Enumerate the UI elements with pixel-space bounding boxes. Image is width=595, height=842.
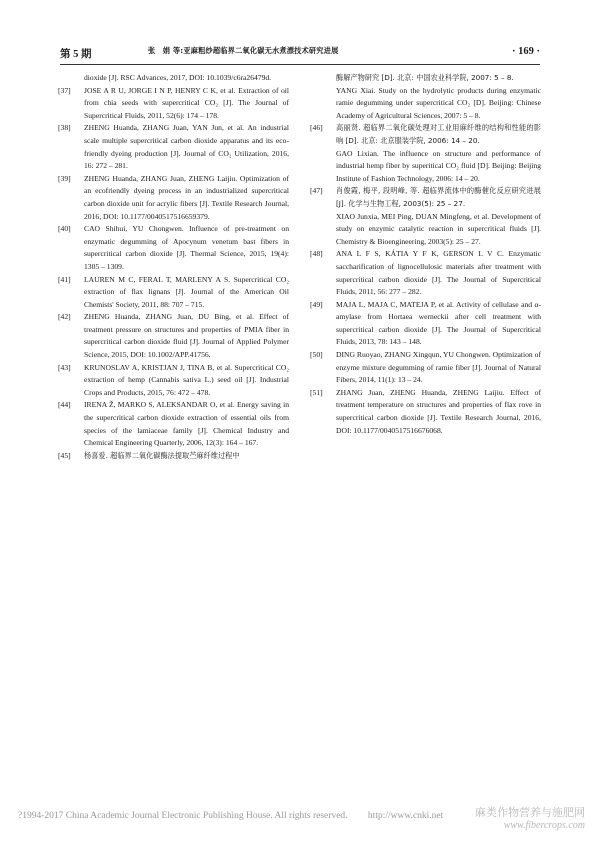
reference-text: 肖俊霞, 梅平, 段明峰, 等. 超临界流体中的酶催化反应研究进展 [J]. 化学与生物工程, 2003(5): 25 – 27. [336,186,541,208]
copyright-text: ?1994-2017 China Academic Journal Electronic Publishing House. All rights reserved. [18,811,348,821]
reference-item [58,85,289,123]
reference-item [58,399,289,449]
reference-text: ZHANG Juan, ZHENG Huanda, ZHENG Laijiu. Effect of treatment temperature on structures and properties of flax rove in supercritical carbon dioxide [J]. Textile Research Journal, 2016, DOI: 10.1177/0040517516676068. [336,387,541,435]
references-left-column [58,72,289,462]
reference-item [310,299,541,349]
reference-item [336,72,541,85]
page-number: · 169 · [511,46,540,57]
reference-number: [50] [310,350,323,360]
reference-number: [39] [58,173,71,183]
issue-number: 第 5 期 [60,49,92,60]
reference-text: ANA L F S, KÁTIA Y F K, GERSON L V C. Enzymatic saccharification of lignocellulosic materials after treatment with supercritical carbon dioxide [J]. The Journal of Supercritical Fluids, 2011, 56: 277 – 282. [336,249,541,297]
reference-item [84,72,289,85]
reference-text: 酶解产物研究 [D]. 北京: 中国农业科学院, 2007: 5 – 8. [336,73,514,82]
watermark-url: www.fibercrops.com [503,820,585,831]
reference-text: LAUREN M C, FERAL T, MARLENY A S. Supercritical CO₂ extraction of flax lignans [J]. Journal of the American Oil Chemists' Society, 2011, 88: 707 – 715. [84,274,289,309]
reference-text: ZHENG Huanda, ZHANG Juan, ZHENG Laijiu. Optimization of an ecofriendly dyeing process in an industrialized supercritical carbon dioxide unit for acrylic fibers [J]. Textile Research Journal, 2016, DOI: 10.1177/0040517516659379. [84,173,289,221]
footer-url[interactable]: http://www.cnki.net [367,811,444,821]
reference-item [310,122,541,147]
reference-number: [47] [310,186,323,196]
watermark-text: 麻类作物营养与施肥网 [475,806,585,819]
reference-number: [40] [58,224,71,234]
reference-number: [38] [58,123,71,133]
header-rule [60,64,540,65]
reference-item [58,311,289,361]
reference-text: DING Ruoyao, ZHANG Xingqun, YU Chongwen. Optimization of enzyme mixture degumming of ramie fiber [J]. Journal of Natural Fibers, 2014, 11(1): 13 – 24. [336,350,541,385]
reference-number: [46] [310,123,323,133]
reference-item [58,362,289,400]
reference-item [336,148,541,186]
reference-text: MAJA L, MAJA C, MATEJA P, et al. Activity of cellulase and α-amylase from Hortaea werneckii after cell treatment with supercritical carbon dioxide [J]. The Journal of Supercritical Fluids, 2013, 78: 143 – 148. [336,299,541,347]
reference-text: JOSE A R U, JORGE I N P, HENRY C K, et al. Extraction of oil from chia seeds with supercritical CO₂ [J]. The Journal of Supercritical Fluids, 2011, 52(6): 174 – 178. [84,85,289,120]
reference-number: [41] [58,274,71,284]
reference-item [310,387,541,437]
reference-item [58,223,289,273]
reference-item [310,248,541,298]
reference-text: GAO Lixian. The influence on structure and performance of industrial hemp fiber by superitical CO₂ fluid [D]. Beijing: Beijing Institute of Fashion Technology, 2006: 14 – 20. [336,148,541,183]
reference-text: dioxide [J]. RSC Advances, 2017, DOI: 10.1039/c6ra26479d. [84,73,272,82]
reference-text: ZHENG Huanda, ZHANG Juan, DU Bing, et al. Effect of treatment pressure on structures and properties of PMIA fiber in supercritical carbon dioxide fluid [J]. Journal of Applied Polymer Science, 2015, DOI: 10.1002/APP.41756. [84,312,289,360]
copyright-footer [18,811,461,821]
reference-text: XIAO Junxia, MEI Ping, DUAN Mingfeng, et al. Development of study on enzymic catalytic reaction in supercritical fluids [J]. Chemistry & Bioengineering, 2003(5): 25 – 27. [336,211,541,246]
reference-item [336,211,541,249]
reference-text: YANG Xiai. Study on the hydrolytic products during enzymatic ramie degumming under supercritical CO₂ [D]. Beijing: Chinese Academy of Agricultural Sciences, 2007: 5 – 8. [336,85,541,120]
reference-number: [37] [58,85,71,95]
reference-text: KRUNOSLAV A, KRISTJAN J, TINA B, et al. Supercritical CO₂ extraction of hemp (Cannabis sativa L.) seed oil [J]. Industrial Crops and Products, 2015, 76: 472 – 478. [84,362,289,397]
reference-item [58,122,289,172]
reference-item [336,85,541,123]
reference-number: [48] [310,249,323,259]
reference-text: IRENA Ž, MARKO S, ALEKSANDAR O, et al. Energy saving in the supercritical carbon dioxide extraction of essential oils from species of the lamiaceae family [J]. Chemical Industry and Chemical Engineering Quarterly, 2006, 12(3): 164 – 167. [84,400,289,448]
reference-item [58,450,289,463]
reference-text: 杨喜爱. 超临界二氧化碳酶法提取苎麻纤维过程中 [84,450,240,460]
reference-number: [43] [58,362,71,372]
reference-number: [44] [58,400,71,410]
reference-item [58,173,289,223]
watermark [475,806,585,832]
reference-number: [51] [310,387,323,397]
reference-item [58,274,289,312]
reference-item [310,349,541,387]
reference-number: [49] [310,299,323,309]
reference-number: [42] [58,312,71,322]
reference-text: CAO Shihui, YU Chongwen. Influence of pre-treatment on enzymatic degumming of Apocynum venetum bast fibers in supercritical carbon dioxide [J]. Thermal Science, 2015, 19(4): 1305 – 1309. [84,224,289,271]
reference-item [310,185,541,210]
reference-text: 高丽贤. 超临界二氧化碳处理对工业用麻纤维的结构和性能的影响 [D]. 北京: 北京服装学院, 2006: 14 – 20. [336,123,541,145]
references-right-column [310,72,541,437]
running-header [60,46,540,60]
reference-text: ZHENG Huanda, ZHANG Juan, YAN Jun, et al. An industrial scale multiple supercritical carbon dioxide apparatus and its eco-friendly dyeing production [J]. Journal of CO₂ Utilization, 2016, 16: 272 – 281. [84,123,289,171]
reference-number: [45] [58,450,71,460]
running-title: 张 娟 等:亚麻粗纱超临界二氧化碳无水煮漂技术研究进展 [148,46,339,55]
